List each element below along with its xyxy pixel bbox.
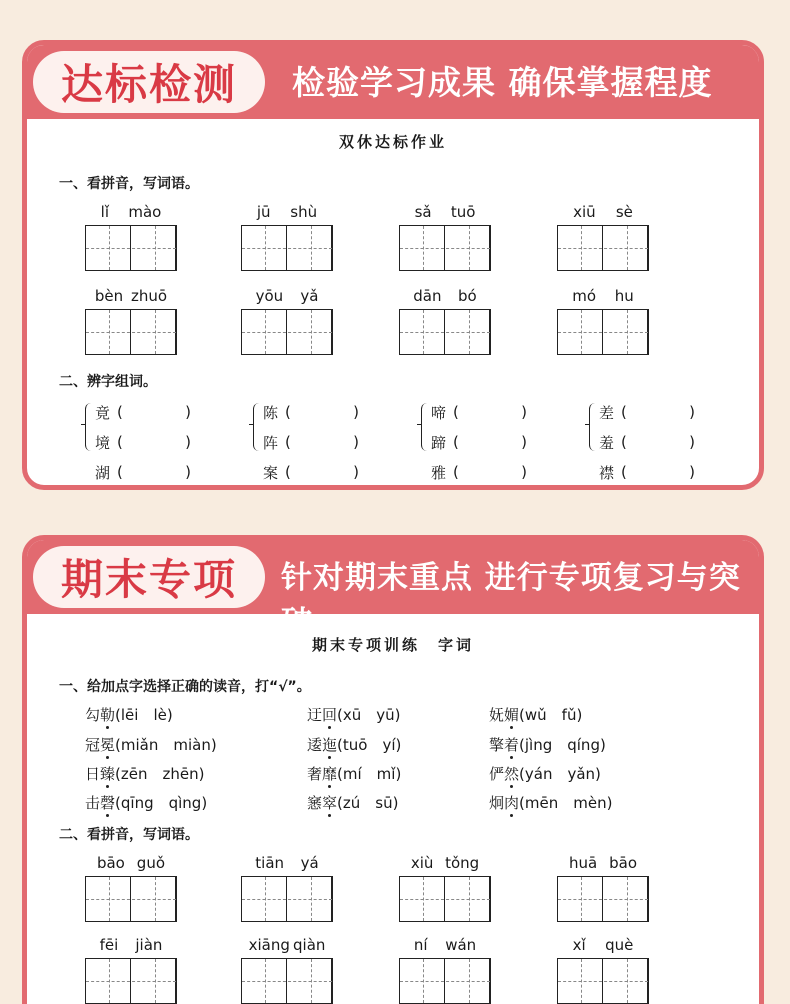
word-box — [557, 936, 649, 1004]
word-box — [85, 203, 177, 271]
pinyin: bó — [458, 287, 477, 305]
section-heading: 二、辨字组词。 — [59, 374, 157, 390]
char-group — [85, 397, 205, 487]
char: 阵 — [263, 433, 279, 452]
tone-item[interactable]: 逶迤(tuō yí) — [307, 736, 402, 754]
tone-item[interactable]: 勾勒(lēi lè) — [85, 706, 173, 724]
char: 竟 — [95, 403, 111, 422]
section-heading: 一、给加点字选择正确的读音，打“√”。 — [59, 679, 311, 695]
word-box — [557, 287, 649, 355]
pinyin: zhuō — [131, 287, 168, 305]
word-box — [399, 854, 491, 922]
tone-item[interactable]: 冠冕(miǎn miàn) — [85, 736, 217, 754]
pinyin: fēi — [99, 936, 119, 954]
panel-daobiao — [22, 40, 764, 490]
pinyin: hu — [614, 287, 634, 305]
pinyin: jū — [256, 203, 271, 221]
pinyin: dān — [413, 287, 442, 305]
char: 差 — [599, 403, 615, 422]
answer-blank[interactable]: ( ) — [117, 463, 191, 481]
writing-grid[interactable] — [399, 958, 491, 1004]
writing-grid[interactable] — [241, 876, 333, 922]
char: 羞 — [599, 433, 615, 452]
word-box — [241, 936, 333, 1004]
answer-blank[interactable]: ( ) — [117, 433, 191, 451]
pinyin: shù — [290, 203, 318, 221]
pinyin: qiàn — [293, 936, 326, 954]
section-heading: 一、看拼音，写词语。 — [59, 176, 199, 192]
word-box — [557, 854, 649, 922]
char: 湖 — [95, 463, 111, 482]
pinyin: tiān — [255, 854, 285, 872]
tone-item[interactable]: 俨然(yán yǎn) — [489, 765, 601, 783]
pinyin: lǐ — [100, 203, 109, 221]
tone-item[interactable]: 窸窣(zú sū) — [307, 794, 399, 812]
char: 襟 — [599, 463, 615, 482]
pinyin: xiù — [410, 854, 434, 872]
pinyin: bāo — [96, 854, 125, 872]
writing-grid[interactable] — [557, 309, 649, 355]
char: 陈 — [263, 403, 279, 422]
writing-grid[interactable] — [241, 958, 333, 1004]
panel-header — [27, 540, 759, 641]
panel-subtitle: 针对期末重点 进行专项复习与突破 — [281, 560, 741, 641]
writing-grid[interactable] — [85, 309, 177, 355]
answer-blank[interactable]: ( ) — [621, 433, 695, 451]
writing-grid[interactable] — [557, 958, 649, 1004]
word-box — [85, 854, 177, 922]
writing-grid[interactable] — [557, 876, 649, 922]
tone-item[interactable]: 击磬(qīng qìng) — [85, 794, 208, 812]
panel-title: 达标检测 — [33, 51, 265, 113]
writing-grid[interactable] — [241, 309, 333, 355]
pinyin: tuō — [450, 203, 476, 221]
answer-blank[interactable]: ( ) — [285, 433, 359, 451]
tone-item[interactable]: 日臻(zēn zhēn) — [85, 765, 205, 783]
char-group — [589, 397, 709, 487]
panel-subtitle: 检验学习成果 确保掌握程度 — [292, 63, 713, 102]
worksheet-title: 期末专项训练 字词 — [311, 636, 474, 654]
word-box — [557, 203, 649, 271]
pinyin: guǒ — [136, 854, 166, 872]
pinyin: xiū — [573, 203, 596, 221]
answer-blank[interactable]: ( ) — [453, 433, 527, 451]
tone-item[interactable]: 炯肉(mēn mèn) — [489, 794, 613, 812]
pinyin: jiàn — [135, 936, 163, 954]
word-box — [241, 287, 333, 355]
pinyin: xǐ — [572, 936, 586, 954]
tone-item[interactable]: 奢靡(mí mǐ) — [307, 765, 402, 783]
answer-blank[interactable]: ( ) — [453, 403, 527, 421]
section-heading: 二、看拼音，写词语。 — [59, 827, 199, 843]
pinyin: wán — [445, 936, 477, 954]
writing-grid[interactable] — [241, 225, 333, 271]
pinyin: yōu — [255, 287, 284, 305]
char-group — [421, 397, 541, 487]
pinyin: bāo — [609, 854, 638, 872]
pinyin: yá — [300, 854, 319, 872]
pinyin: yǎ — [300, 287, 319, 305]
writing-grid[interactable] — [85, 225, 177, 271]
pinyin: sǎ — [414, 203, 432, 221]
tone-item[interactable]: 擎着(jìng qíng) — [489, 736, 606, 754]
answer-blank[interactable]: ( ) — [453, 463, 527, 481]
answer-blank[interactable]: ( ) — [117, 403, 191, 421]
word-box — [399, 203, 491, 271]
writing-grid[interactable] — [399, 225, 491, 271]
word-box — [241, 854, 333, 922]
panel-qimo — [22, 535, 764, 1004]
char: 雅 — [431, 463, 447, 482]
worksheet-title: 双休达标作业 — [338, 133, 447, 151]
word-box — [399, 287, 491, 355]
answer-blank[interactable]: ( ) — [621, 463, 695, 481]
writing-grid[interactable] — [399, 876, 491, 922]
answer-blank[interactable]: ( ) — [621, 403, 695, 421]
pinyin: ní — [413, 936, 428, 954]
word-box — [241, 203, 333, 271]
pinyin: huā — [568, 854, 598, 872]
pinyin: què — [605, 936, 634, 954]
pinyin: mào — [128, 203, 162, 221]
pinyin: mó — [572, 287, 597, 305]
char: 啼 — [431, 403, 447, 422]
char: 蹄 — [431, 433, 447, 452]
answer-blank[interactable]: ( ) — [285, 403, 359, 421]
word-box — [85, 287, 177, 355]
writing-grid[interactable] — [399, 309, 491, 355]
panel-header — [27, 45, 759, 119]
word-box — [399, 936, 491, 1004]
char: 境 — [95, 433, 111, 452]
answer-blank[interactable]: ( ) — [285, 463, 359, 481]
tone-item[interactable]: 妩媚(wǔ fǔ) — [489, 706, 583, 724]
writing-grid[interactable] — [557, 225, 649, 271]
writing-grid[interactable] — [85, 876, 177, 922]
char: 案 — [263, 463, 279, 482]
pinyin: tǒng — [445, 854, 480, 872]
writing-grid[interactable] — [85, 958, 177, 1004]
tone-item[interactable]: 迂回(xū yū) — [307, 706, 401, 724]
pinyin: xiāng — [248, 936, 290, 954]
word-box — [85, 936, 177, 1004]
pinyin: sè — [615, 203, 633, 221]
panel-title: 期末专项 — [33, 546, 265, 608]
pinyin: bèn — [94, 287, 124, 305]
char-group — [253, 397, 373, 487]
